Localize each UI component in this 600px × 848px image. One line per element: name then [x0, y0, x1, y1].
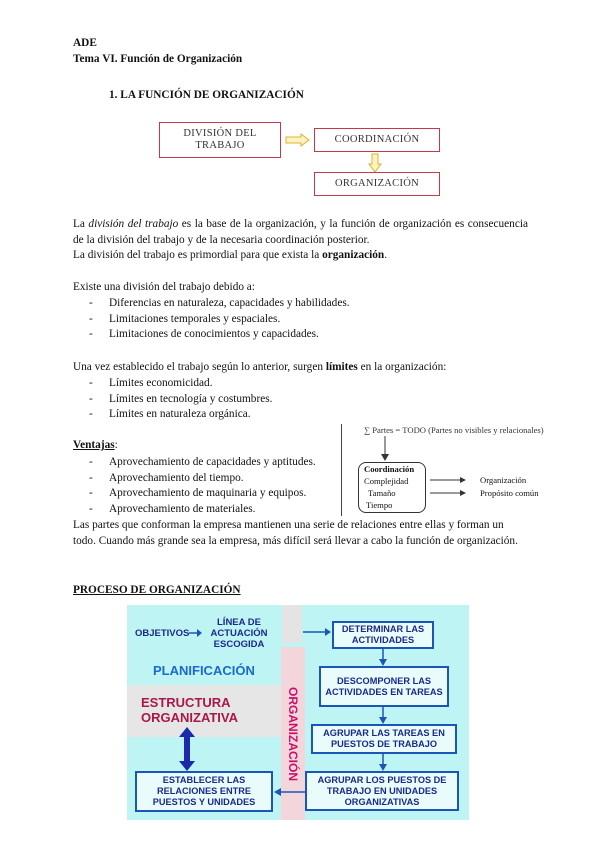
list-item: - Límites en tecnología y costumbres.: [73, 392, 272, 408]
step-determinar: DETERMINAR LAS ACTIVIDADES: [332, 621, 434, 649]
planificacion-label: PLANIFICACIÓN: [153, 663, 255, 678]
organization-process-diagram: [127, 605, 469, 820]
parts-formula: ∑ Partes = TODO (Partes no visibles y relacionales): [364, 425, 544, 435]
complejidad-label: Complejidad: [364, 476, 409, 486]
ventajas-heading: Ventajas:: [73, 439, 118, 451]
limits-list: [73, 376, 272, 423]
output-organizacion: Organización: [480, 475, 527, 485]
step-descomponer: DESCOMPONER LAS ACTIVIDADES EN TAREAS: [319, 666, 449, 707]
list-item: - Aprovechamiento de maquinaria y equipos.: [73, 486, 316, 502]
list-item: - Diferencias en naturaleza, capacidades y habilidades.: [73, 296, 350, 312]
list-item: - Aprovechamiento del tiempo.: [73, 471, 316, 487]
paragraph-division: La división del trabajo es la base de la organización, y la función de organización es consecuencia de la división del trabajo y de la necesaria coordinación posterior.: [73, 218, 528, 246]
list-item: - Limitaciones temporales y espaciales.: [73, 312, 350, 328]
tiempo-label: Tiempo: [366, 500, 393, 510]
output-arrows: [428, 476, 468, 498]
arrow-down-icon: [380, 436, 390, 462]
list-item: - Aprovechamiento de capacidades y aptitudes.: [73, 455, 316, 471]
paragraph-primordial: La división del trabajo es primordial para que exista la organización.: [73, 249, 388, 261]
coordination-title: Coordinación: [364, 464, 415, 474]
section1-title: 1. LA FUNCIÓN DE ORGANIZACIÓN: [109, 89, 304, 101]
step-establecer-relaciones: ESTABLECER LAS RELACIONES ENTRE PUESTOS Y UNIDADES: [135, 771, 273, 812]
limits-intro: Una vez establecido el trabajo según lo anterior, surgen límites en la organización:: [73, 361, 447, 373]
list-item: - Limitaciones de conocimientos y capacidades.: [73, 327, 350, 343]
division-intro: Existe una división del trabajo debido a:: [73, 281, 255, 293]
box-division-trabajo: DIVISIÓN DEL TRABAJO: [159, 122, 281, 158]
arrow-right-icon: [285, 133, 311, 147]
tamano-label: Tamaño: [368, 488, 396, 498]
gray-strip: [282, 605, 302, 643]
output-proposito: Propósito común: [480, 488, 539, 498]
objetivos-label: OBJETIVOS: [135, 628, 190, 639]
arrow-down-icon: [377, 707, 389, 725]
arrow-right-icon: [303, 625, 333, 639]
division-reasons-list: [73, 296, 350, 343]
arrow-down-icon: [377, 754, 389, 772]
subject-label: ADE: [73, 37, 97, 49]
linea-actuacion-label: LÍNEA DE ACTUACIÓN ESCOGIDA: [210, 617, 268, 650]
step-agrupar-puestos: AGRUPAR LOS PUESTOS DE TRABAJO EN UNIDADES ORGANIZATIVAS: [305, 771, 459, 811]
arrow-left-icon: [273, 785, 307, 799]
organizacion-vertical-label: ORGANIZACIÓN: [286, 687, 300, 781]
section2-title: PROCESO DE ORGANIZACIÓN: [73, 584, 241, 596]
step-agrupar-tareas: AGRUPAR LAS TAREAS EN PUESTOS DE TRABAJO: [311, 724, 457, 754]
divider: [341, 424, 342, 516]
ventajas-list: [73, 455, 316, 518]
list-item: - Límites economicidad.: [73, 376, 272, 392]
arrow-down-icon: [377, 649, 389, 667]
paragraph-relations: Las partes que conforman la empresa mantienen una serie de relaciones entre ellas y forman un todo. Cuando más grande sea la empresa, más difícil será llevar a cabo la función de organización.: [73, 519, 518, 547]
box-coordinacion: COORDINACIÓN: [314, 128, 440, 152]
list-item: - Aprovechamiento de materiales.: [73, 502, 316, 518]
double-arrow-icon: [178, 727, 196, 771]
list-item: - Límites en naturaleza orgánica.: [73, 407, 272, 423]
box-organizacion: ORGANIZACIÓN: [314, 172, 440, 196]
estructura-label: ESTRUCTURA ORGANIZATIVA: [141, 695, 239, 725]
arrow-down-icon: [368, 153, 382, 173]
topic-title: Tema VI. Función de Organización: [73, 53, 243, 65]
